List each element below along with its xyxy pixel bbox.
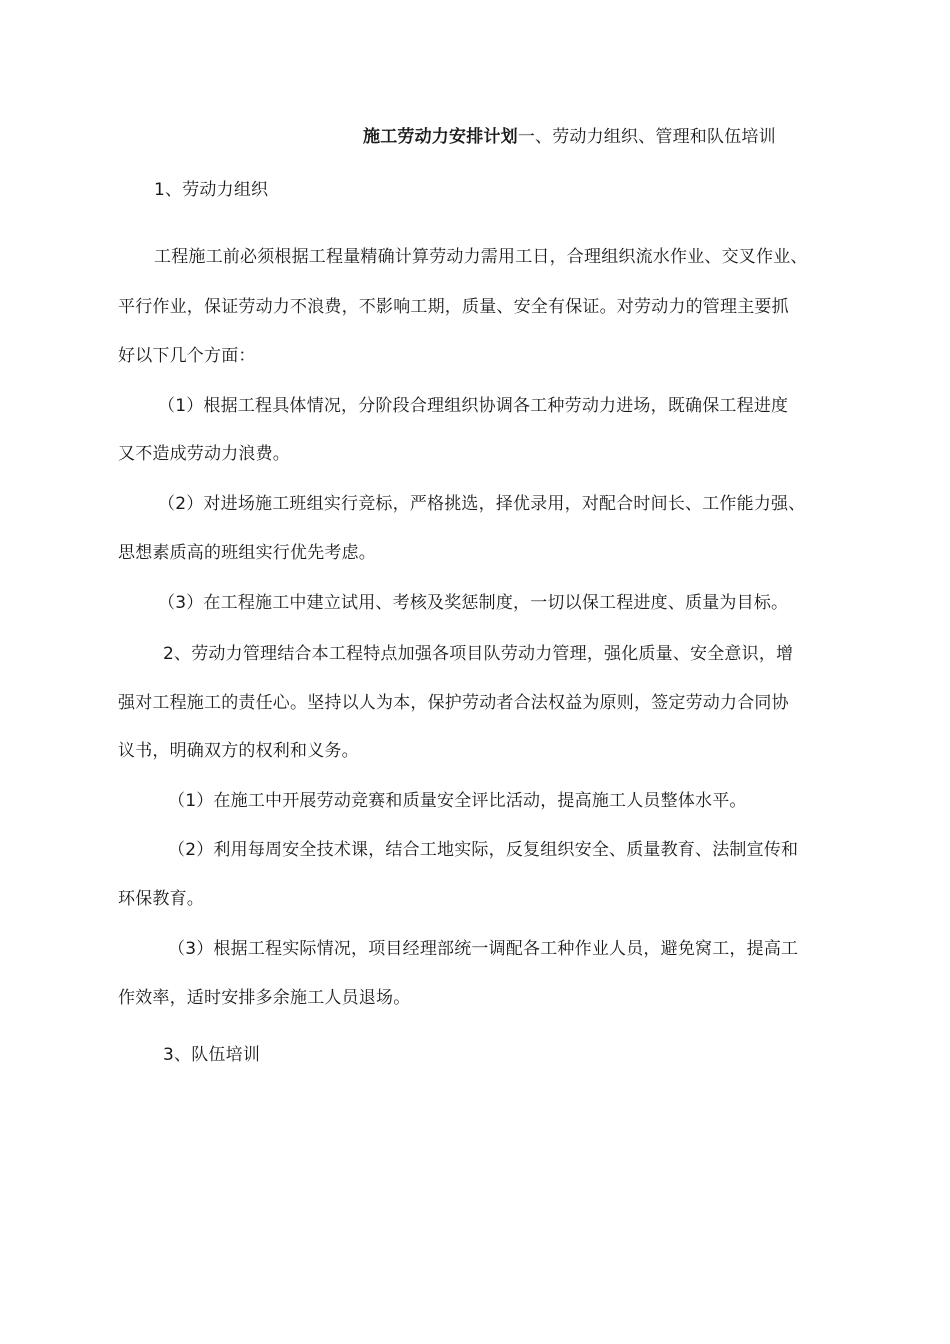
list-item-line: 环保教育。 bbox=[118, 889, 204, 909]
paragraph-line: 议书，明确双方的权利和义务。 bbox=[118, 741, 359, 761]
section-heading-2: 2、劳动力管理结合本工程特点加强各项目队劳动力管理，强化质量、安全意识，增 bbox=[163, 644, 794, 664]
list-item-line: （2）对进场施工班组实行竞标，严格挑选，择优录用，对配合时间长、工作能力强、 bbox=[158, 494, 806, 514]
paragraph-line: 好以下几个方面： bbox=[118, 346, 256, 366]
list-item-line: （3）在工程施工中建立试用、考核及奖惩制度，一切以保工程进度、质量为目标。 bbox=[158, 593, 789, 613]
document-title bbox=[363, 126, 776, 148]
paragraph-line: 强对工程施工的责任心。坚持以人为本，保护劳动者合法权益为原则，签定劳动力合同协 bbox=[118, 693, 789, 713]
list-item-line: （1）根据工程具体情况，分阶段合理组织协调各工种劳动力进场，既确保工程进度 bbox=[158, 396, 789, 416]
list-item-line: （3）根据工程实际情况，项目经理部统一调配各工种作业人员，避免窝工，提高工 bbox=[168, 939, 799, 959]
list-item-line: （1）在施工中开展劳动竞赛和质量安全评比活动，提高施工人员整体水平。 bbox=[168, 791, 747, 811]
list-item-line: 又不造成劳动力浪费。 bbox=[118, 444, 290, 464]
section-heading-1: 1、劳动力组织 bbox=[154, 180, 269, 200]
list-item-line: 作效率，适时安排多余施工人员退场。 bbox=[118, 988, 411, 1008]
paragraph-line: 工程施工前必须根据工程量精确计算劳动力需用工日，合理组织流水作业、交叉作业、 bbox=[154, 247, 808, 267]
section-heading-3: 3、队伍培训 bbox=[163, 1045, 261, 1065]
list-item-line: 思想素质高的班组实行优先考虑。 bbox=[118, 543, 376, 563]
title-rest-part: 一、劳动力组织、管理和队伍培训 bbox=[517, 127, 776, 147]
list-item-line: （2）利用每周安全技术课，结合工地实际，反复组织安全、质量教育、法制宣传和 bbox=[168, 840, 799, 860]
title-bold-part: 施工劳动力安排计划 bbox=[363, 127, 518, 147]
paragraph-line: 平行作业，保证劳动力不浪费，不影响工期，质量、安全有保证。对劳动力的管理主要抓 bbox=[118, 297, 789, 317]
